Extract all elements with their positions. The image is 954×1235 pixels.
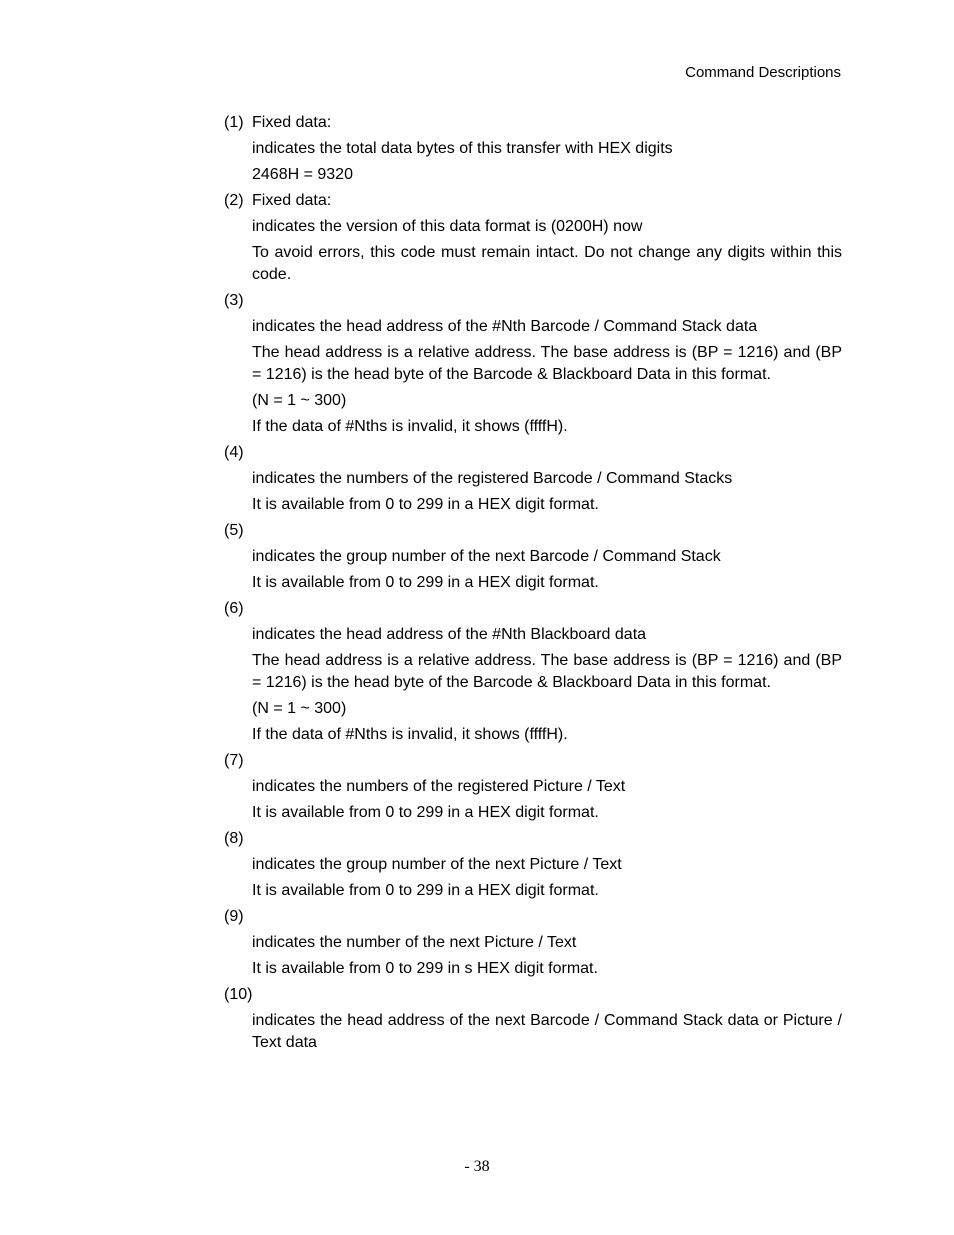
item-label: Fixed data: — [252, 192, 332, 209]
item-paragraph: indicates the group number of the next Barcode / Command Stack — [252, 548, 721, 565]
item-number: (6) — [224, 600, 244, 617]
item-paragraph: indicates the version of this data format is (0200H) now — [252, 218, 643, 235]
item-paragraph: indicates the total data bytes of this transfer with HEX digits — [252, 140, 673, 157]
item-paragraph: It is available from 0 to 299 in a HEX digit format. — [252, 574, 599, 591]
item-paragraph: 2468H = 9320 — [252, 166, 353, 183]
item-paragraph: indicates the numbers of the registered Picture / Text — [252, 778, 626, 795]
item-number: (7) — [224, 752, 244, 769]
item-heading — [224, 290, 842, 312]
item-heading — [224, 828, 842, 850]
item-number: (10) — [224, 986, 253, 1003]
item-paragraph: indicates the number of the next Picture / Text — [252, 934, 577, 951]
item-paragraph: indicates the head address of the #Nth Blackboard data — [252, 626, 647, 643]
item-heading — [224, 750, 842, 772]
running-header: Command Descriptions — [685, 64, 841, 81]
item-number: (2) — [224, 192, 244, 209]
item-heading — [224, 112, 842, 134]
item-paragraph: indicates the numbers of the registered Barcode / Command Stacks — [252, 470, 733, 487]
item-paragraph: The head address is a relative address. The base address is (BP = 1216) and (BP = 1216) is the head byte of the Barcode & Blackboard Data in this format. — [252, 652, 842, 691]
item-paragraph: indicates the head address of the next Barcode / Command Stack data or Picture / Text data — [252, 1012, 842, 1051]
item-heading — [224, 598, 842, 620]
item-paragraph: If the data of #Nths is invalid, it shows (ffffH). — [252, 418, 568, 435]
item-paragraph: indicates the head address of the #Nth Barcode / Command Stack data — [252, 318, 758, 335]
item-number: (5) — [224, 522, 244, 539]
item-number: (4) — [224, 444, 244, 461]
item-paragraph: indicates the group number of the next Picture / Text — [252, 856, 622, 873]
item-number: (8) — [224, 830, 244, 847]
item-paragraph: It is available from 0 to 299 in a HEX digit format. — [252, 496, 599, 513]
item-list — [224, 112, 842, 1058]
item-paragraph: If the data of #Nths is invalid, it shows (ffffH). — [252, 726, 568, 743]
item-label: Fixed data: — [252, 114, 332, 131]
item-paragraph: To avoid errors, this code must remain intact. Do not change any digits within this code. — [252, 244, 842, 283]
item-heading — [224, 984, 842, 1006]
item-paragraph: It is available from 0 to 299 in s HEX digit format. — [252, 960, 598, 977]
item-paragraph: (N = 1 ~ 300) — [252, 392, 347, 409]
item-number: (3) — [224, 292, 244, 309]
item-heading — [224, 442, 842, 464]
item-paragraph: It is available from 0 to 299 in a HEX digit format. — [252, 804, 599, 821]
item-paragraph: It is available from 0 to 299 in a HEX digit format. — [252, 882, 599, 899]
item-number: (9) — [224, 908, 244, 925]
item-heading — [224, 520, 842, 542]
item-number: (1) — [224, 114, 244, 131]
page-number: - 38 — [464, 1158, 490, 1175]
item-heading — [224, 906, 842, 928]
item-heading — [224, 190, 842, 212]
item-paragraph: (N = 1 ~ 300) — [252, 700, 347, 717]
item-paragraph: The head address is a relative address. The base address is (BP = 1216) and (BP = 1216) is the head byte of the Barcode & Blackboard Data in this format. — [252, 344, 842, 383]
